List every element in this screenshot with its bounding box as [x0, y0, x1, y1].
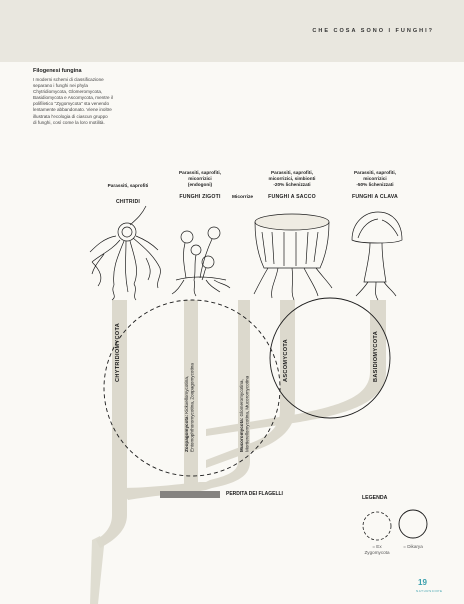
- zoopago-line2: Entomophthoromycotina, Zoopagomycotina: [189, 363, 195, 452]
- root-stem: [90, 536, 104, 604]
- legend-caption-line: Zygomycota: [364, 550, 390, 555]
- intro-line: di funghi, così come la loro motilità.: [33, 119, 105, 125]
- intro-line: illustrata l'ecologia di ciascun gruppo: [33, 113, 108, 119]
- group-name: FUNGHI A CLAVA: [351, 194, 399, 200]
- label-zoopagomycota: [184, 302, 195, 452]
- intro-title: Filogenesi fungina: [33, 68, 82, 74]
- zoopago-bold: Zoopagomycota:: [184, 414, 189, 452]
- branch-ascomycota: [206, 300, 295, 468]
- group-description: [252, 170, 332, 188]
- group-description-line: -50% lichenizzati: [356, 182, 394, 187]
- phylogenetic-tree: [90, 300, 386, 604]
- group-description: [335, 170, 415, 188]
- label-basidiomycota: BASIDIOMYCOTA: [373, 330, 379, 382]
- intro-line: I moderni schemi di classificazione: [33, 77, 104, 82]
- legend-dashed-circle-icon: [363, 512, 391, 540]
- group-description-line: (endogoni): [187, 182, 213, 187]
- page-number: 19: [418, 578, 427, 587]
- group-name: FUNGHI ZIGOTI: [179, 194, 221, 200]
- group-funghi-a-sacco: [252, 170, 332, 200]
- legend-caption-ex-zygomycota: [360, 544, 394, 556]
- flagella-loss-label: PERDITA DEI FLAGELLI: [226, 491, 283, 497]
- label-mucoromycota: [239, 302, 250, 452]
- intro-line: lentamente abbandonato. Viene inoltre: [33, 107, 112, 113]
- basidiomycete-illustration: [352, 212, 402, 300]
- micorrize-label: Micorrize: [232, 195, 254, 200]
- page-header-title: CHE COSA SONO I FUNGHI?: [312, 28, 434, 34]
- legend-solid-circle-icon: [399, 510, 427, 538]
- intro-line: separano i funghi nei phyla: [33, 83, 88, 89]
- group-description: [160, 170, 240, 188]
- zygomycete-illustration: [172, 227, 230, 296]
- group-description-line: Parassiti, saprofiti,: [354, 170, 396, 175]
- group-name: FUNGHI A SACCO: [268, 194, 316, 200]
- group-funghi-a-clava: [335, 170, 415, 200]
- label-chytridiomycota: CHYTRIDIOMYCOTA: [115, 322, 121, 382]
- legend-caption-line: = Dikarya: [403, 544, 423, 549]
- intro-line: Basidiomycota e Ascomycota, mentre il: [33, 95, 113, 101]
- group-description: Parassiti, saprofiti: [107, 183, 149, 188]
- chytrid-illustration: [90, 206, 160, 300]
- legend-caption-dikarya: [396, 544, 430, 550]
- page-brand: NATURSCOPE: [416, 589, 443, 593]
- group-description-line: micorrizici: [363, 176, 387, 181]
- group-name: CHITRIDI: [115, 199, 141, 205]
- group-description-line: micorrizici, simbionti: [268, 176, 316, 181]
- label-ascomycota: ASCOMYCOTA: [283, 339, 289, 382]
- legend-title: LEGENDA: [362, 495, 388, 501]
- mucoro-bold: Mucoromycota:: [239, 417, 244, 452]
- intro-line: Chytridiomycota, Glomeromycota,: [33, 89, 103, 95]
- group-description-line: micorrizici: [188, 176, 212, 181]
- group-description-line: Parassiti, saprofiti,: [271, 170, 313, 175]
- group-funghi-zigoti: [160, 170, 240, 200]
- zoopago-rest: Kickxellomycotina,: [184, 375, 189, 415]
- ascomycete-illustration: [254, 214, 332, 300]
- mucoro-line2: Mortierellomycotina, Mucoromycotina: [244, 375, 250, 452]
- intro-line: polifiletico "Zygomycota" sta venendo: [33, 101, 110, 107]
- group-description-line: Parassiti, saprofiti,: [179, 170, 221, 175]
- group-description-line: -20% lichenizzati: [273, 182, 311, 187]
- group-chitridi: [88, 183, 168, 205]
- legend-caption-line: = Ex: [372, 544, 382, 549]
- flagella-loss-bar: [160, 491, 220, 498]
- mucoro-rest: Glomeromycotina,: [239, 379, 244, 418]
- branch-basidiomycota: [206, 300, 386, 436]
